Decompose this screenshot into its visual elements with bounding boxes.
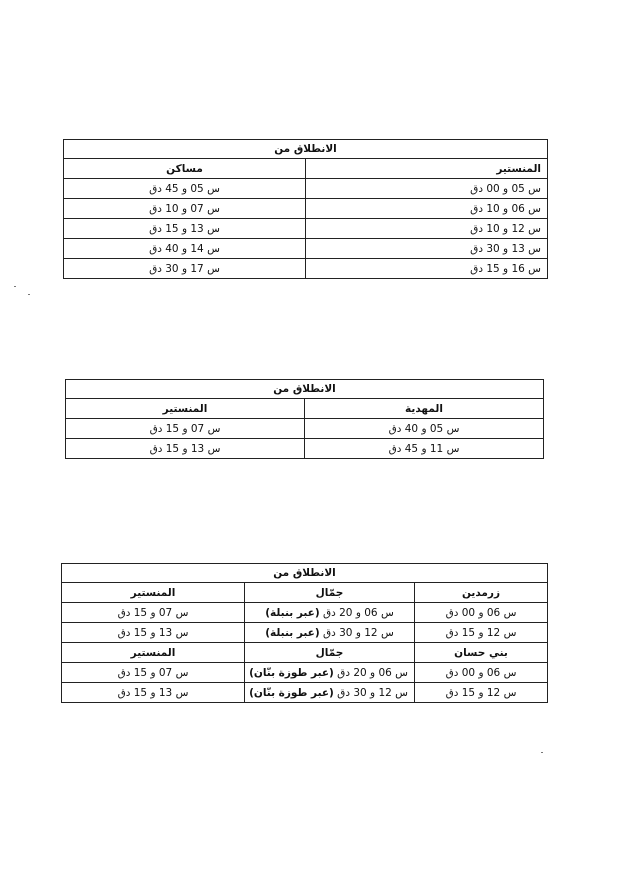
departure-time-via	[245, 623, 415, 643]
departure-time: س 12 و 10 دق	[306, 219, 548, 239]
departure-time: س 07 و 15 دق	[66, 419, 305, 439]
table-row	[62, 663, 548, 683]
departure-time: س 12 و 15 دق	[415, 683, 548, 703]
column-header-jemmal: جمّال	[245, 643, 415, 663]
column-header-zeramdine: زرمدين	[415, 583, 548, 603]
table-row	[62, 623, 548, 643]
departure-time: س 07 و 10 دق	[64, 199, 306, 219]
departure-time: س 07 و 15 دق	[62, 603, 245, 623]
scan-speck	[14, 286, 16, 287]
column-header-monastir: المنستير	[62, 643, 245, 663]
table-title: الانطلاق من	[62, 564, 548, 583]
scan-speck	[28, 294, 30, 295]
departure-time: س 05 و 00 دق	[306, 179, 548, 199]
table-row	[64, 179, 548, 199]
schedule-table-zeramdine-jemmal-monastir	[61, 563, 548, 703]
time: س 06 و 20 دق	[319, 606, 394, 619]
schedule-table-mahdia-monastir	[65, 379, 544, 459]
via-note: (عبر بنبلة)	[265, 626, 320, 639]
table-row	[66, 439, 544, 459]
departure-time: س 06 و 10 دق	[306, 199, 548, 219]
table-title: الانطلاق من	[66, 380, 544, 399]
departure-time: س 16 و 15 دق	[306, 259, 548, 279]
departure-time: س 13 و 15 دق	[64, 219, 306, 239]
departure-time: س 06 و 00 دق	[415, 603, 548, 623]
departure-time: س 14 و 40 دق	[64, 239, 306, 259]
time: س 12 و 30 دق	[333, 686, 408, 699]
column-header-jemmal: جمّال	[245, 583, 415, 603]
table-row	[64, 259, 548, 279]
via-note: (عبر طوزة بنّان)	[249, 686, 334, 699]
departure-time-via	[245, 603, 415, 623]
via-note: (عبر طوزة بنّان)	[249, 666, 334, 679]
schedule-table-monastir-msaken	[63, 139, 548, 279]
column-header-beni-hassen: بني حسان	[415, 643, 548, 663]
time: س 12 و 30 دق	[319, 626, 394, 639]
table-row	[64, 219, 548, 239]
time: س 06 و 20 دق	[333, 666, 408, 679]
departure-time: س 06 و 00 دق	[415, 663, 548, 683]
table-row	[64, 239, 548, 259]
table-title: الانطلاق من	[64, 140, 548, 159]
table-row	[64, 199, 548, 219]
table-row	[66, 419, 544, 439]
departure-time: س 13 و 15 دق	[62, 683, 245, 703]
column-header-monastir: المنستير	[66, 399, 305, 419]
departure-time-via	[245, 683, 415, 703]
departure-time: س 05 و 40 دق	[305, 419, 544, 439]
departure-time: س 05 و 45 دق	[64, 179, 306, 199]
column-header-monastir: المنستير	[306, 159, 548, 179]
table-row	[62, 603, 548, 623]
departure-time: س 17 و 30 دق	[64, 259, 306, 279]
table-row	[62, 683, 548, 703]
column-header-msaken: مساكن	[64, 159, 306, 179]
departure-time: س 11 و 45 دق	[305, 439, 544, 459]
departure-time: س 07 و 15 دق	[62, 663, 245, 683]
departure-time: س 13 و 15 دق	[62, 623, 245, 643]
departure-time-via	[245, 663, 415, 683]
via-note: (عبر بنبلة)	[265, 606, 320, 619]
scan-speck	[541, 752, 543, 753]
departure-time: س 12 و 15 دق	[415, 623, 548, 643]
column-header-monastir: المنستير	[62, 583, 245, 603]
column-header-mahdia: المهدية	[305, 399, 544, 419]
departure-time: س 13 و 15 دق	[66, 439, 305, 459]
departure-time: س 13 و 30 دق	[306, 239, 548, 259]
